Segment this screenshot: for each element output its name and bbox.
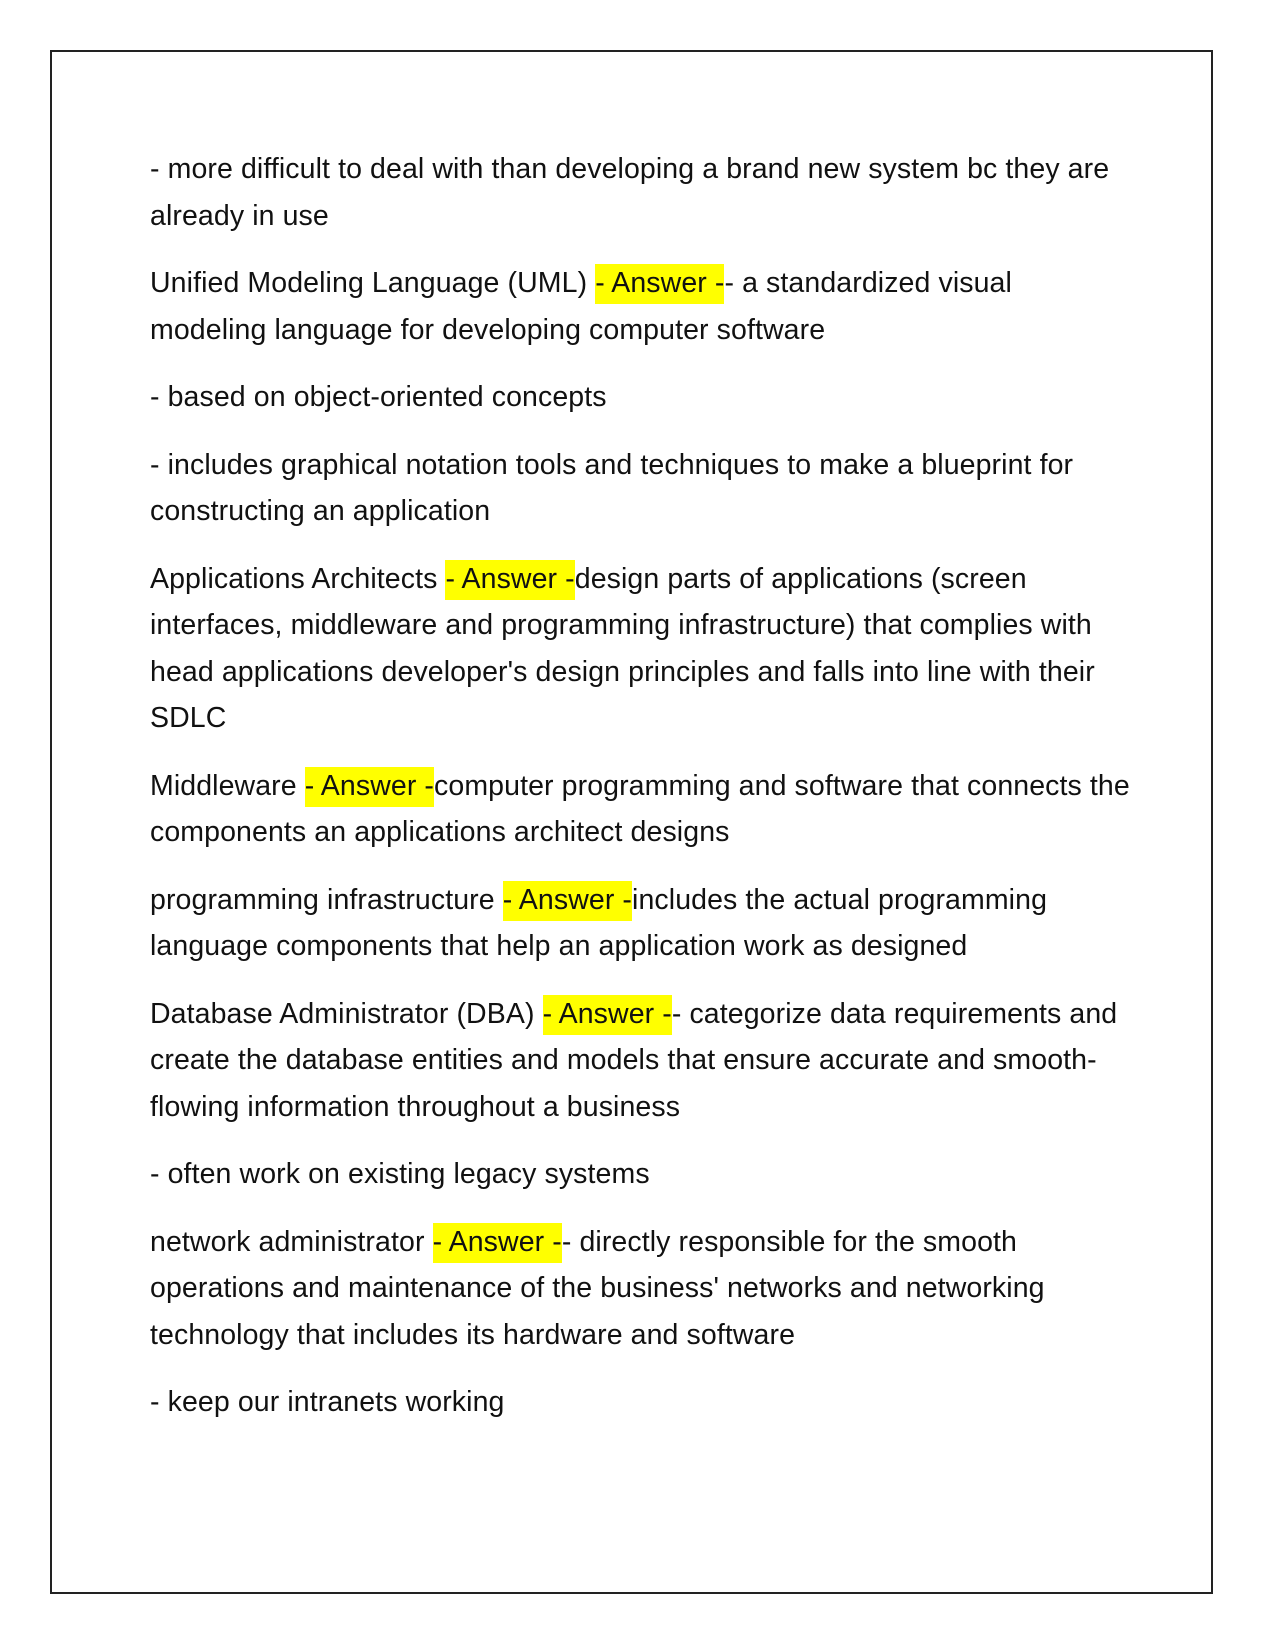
term-definition: computer programming and software that connects the components an applications architect designs (150, 769, 1130, 848)
answer-highlight: - Answer - (503, 881, 632, 921)
answer-highlight: - Answer - (433, 1223, 562, 1263)
answer-highlight: - Answer - (595, 264, 724, 304)
term-definition: - a standardized visual modeling language for developing computer software (150, 267, 1012, 346)
term-definition: - categorize data requirements and create the database entities and models that ensure accurate and smooth-flowing information throughout a business (150, 997, 1118, 1123)
term-label: network administrator (150, 1225, 433, 1258)
note-text: - keep our intranets working (150, 1386, 505, 1418)
term-label: Unified Modeling Language (UML) (150, 267, 596, 299)
answer-highlight: - Answer - (543, 995, 672, 1035)
answer-highlight: - Answer - (305, 767, 434, 807)
term-definition: - directly responsible for the smooth operations and maintenance of the business' networks and networking technology that includes its hardware and software (150, 1225, 1045, 1351)
note-text: - often work on existing legacy systems (150, 1158, 650, 1190)
term-label: Database Administrator (DBA) (150, 997, 543, 1030)
term-label: programming infrastructure (150, 883, 503, 916)
term-entry-network-administrator (150, 1219, 1130, 1359)
term-definition: includes the actual programming language components that help an application work as designed (150, 883, 1048, 962)
bullet-note (150, 146, 1130, 239)
term-entry-applications-architects (150, 556, 1130, 742)
term-entry-programming-infrastructure (150, 877, 1130, 970)
term-definition: design parts of applications (screen interfaces, middleware and programming infrastructure) that complies with head applications developer's design principles and falls into line with their SDLC (150, 562, 1095, 734)
note-text: - more difficult to deal with than developing a brand new system bc they are already in use (150, 153, 1110, 232)
answer-highlight: - Answer - (445, 560, 574, 600)
term-entry-uml (150, 260, 1130, 353)
bullet-note (150, 1379, 1130, 1426)
term-entry-dba (150, 991, 1130, 1131)
note-text: - includes graphical notation tools and techniques to make a blueprint for constructing an application (150, 448, 1074, 527)
term-label: Applications Architects (150, 562, 446, 595)
term-label: Middleware (150, 769, 305, 802)
document-body (150, 146, 1130, 1447)
bullet-note (150, 374, 1130, 421)
bullet-note (150, 1151, 1130, 1198)
term-entry-middleware (150, 763, 1130, 856)
bullet-note (150, 442, 1130, 535)
note-text: - based on object-oriented concepts (150, 381, 607, 413)
